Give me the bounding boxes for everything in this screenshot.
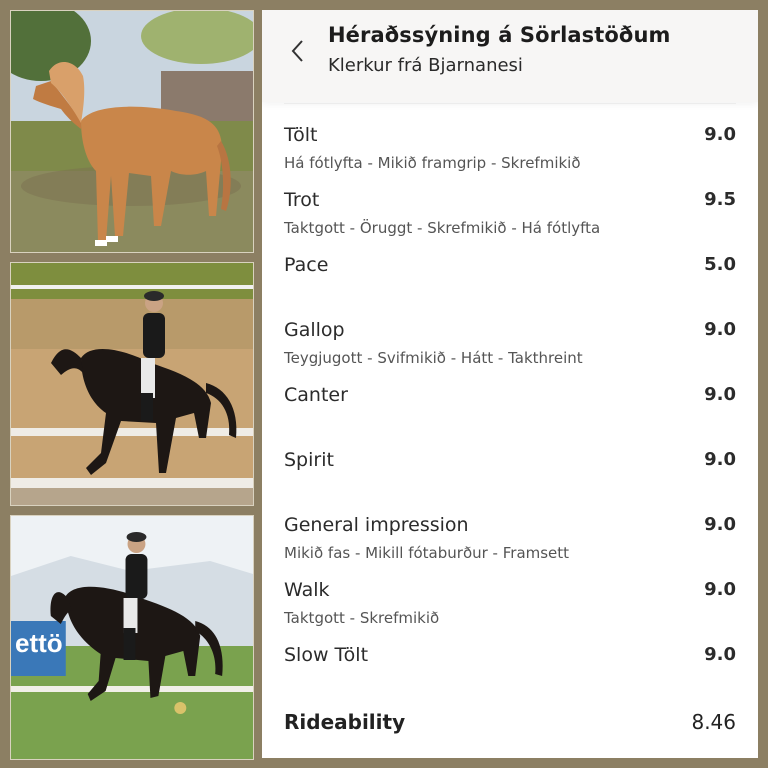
score-value: 9.0	[704, 319, 736, 340]
score-value: 9.0	[704, 384, 736, 405]
score-label: Spirit	[284, 449, 334, 471]
score-label: Walk	[284, 579, 330, 601]
score-label: Canter	[284, 384, 348, 406]
score-value: 9.5	[704, 189, 736, 210]
chestnut-horse-image	[11, 11, 253, 252]
total-label: Rideability	[284, 710, 406, 734]
horse-name: Klerkur frá Bjarnanesi	[328, 55, 523, 76]
score-value: 9.0	[704, 579, 736, 600]
total-value: 8.46	[691, 710, 736, 734]
rider-on-black-horse-image	[11, 263, 253, 505]
score-label: Gallop	[284, 319, 345, 341]
back-button[interactable]	[288, 38, 310, 64]
score-label: General impression	[284, 514, 469, 536]
page-title: Héraðssýning á Sörlastöðum	[328, 23, 671, 47]
score-label: Tölt	[284, 124, 318, 146]
score-notes: Taktgott - Skrefmikið	[284, 609, 440, 627]
score-value: 5.0	[704, 254, 736, 275]
score-notes: Há fótlyfta - Mikið framgrip - Skrefmikið	[284, 154, 581, 172]
score-label: Slow Tölt	[284, 644, 369, 666]
banner-text: ettö	[15, 628, 63, 658]
score-notes: Mikið fas - Mikill fótaburður - Framsett	[284, 544, 570, 562]
chevron-left-icon	[288, 38, 310, 64]
photo-black-horse-show	[10, 515, 254, 760]
score-notes: Teygjugott - Svifmikið - Hátt - Takthreint	[284, 349, 583, 367]
photo-black-horse-riding	[10, 262, 254, 506]
score-value: 9.0	[704, 514, 736, 535]
score-value: 9.0	[704, 449, 736, 470]
header-divider	[284, 103, 736, 104]
score-value: 9.0	[704, 124, 736, 145]
score-label: Pace	[284, 254, 329, 276]
score-notes: Taktgott - Öruggt - Skrefmikið - Há fótlyfta	[284, 219, 601, 237]
score-value: 9.0	[704, 644, 736, 665]
photo-chestnut-horse	[10, 10, 254, 253]
scores-panel	[262, 10, 758, 758]
score-label: Trot	[284, 189, 320, 211]
app-header	[262, 10, 758, 102]
